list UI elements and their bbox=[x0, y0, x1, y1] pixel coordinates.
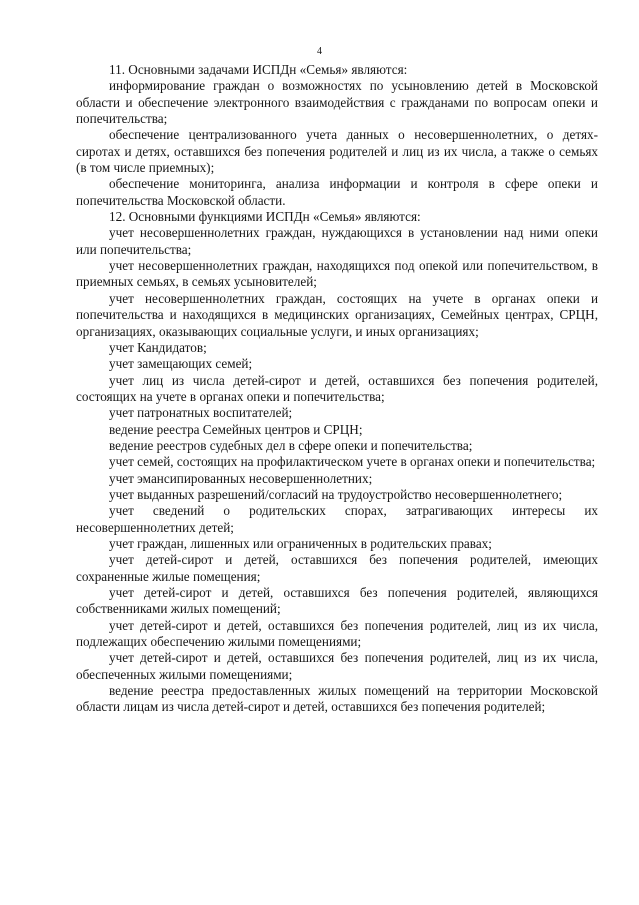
page-number: 4 bbox=[317, 46, 322, 57]
function-item: учет сведений о родительских спорах, затрагивающих интересы их несовершеннолетних детей; bbox=[76, 503, 598, 535]
function-item: учет несовершеннолетних граждан, находящихся под опекой или попечительством, в приемных семьях, в семьях усыновителей; bbox=[76, 258, 598, 290]
function-item: учет граждан, лишенных или ограниченных в родительских правах; bbox=[109, 535, 492, 551]
function-item: учет замещающих семей; bbox=[109, 356, 253, 372]
function-item: ведение реестра Семейных центров и СРЦН; bbox=[109, 421, 363, 437]
function-item: учет детей-сирот и детей, оставшихся без попечения родителей, лиц из их числа, обеспеченных жилыми помещениями; bbox=[76, 650, 598, 682]
function-item: учет патронатных воспитателей; bbox=[109, 405, 293, 421]
section-12-heading: 12. Основными функциями ИСПДн «Семья» являются: bbox=[109, 209, 421, 225]
function-item: учет несовершеннолетних граждан, состоящих на учете в органах опеки и попечительства и находящихся в медицинских организациях, Семейных центрах, СРЦН, организациях, оказывающих социальные услуги, и иных организациях; bbox=[76, 290, 598, 339]
function-item: учет несовершеннолетних граждан, нуждающихся в установлении над ними опеки или попечительства; bbox=[76, 225, 598, 257]
function-item: учет эмансипированных несовершеннолетних; bbox=[109, 470, 373, 486]
function-item: учет лиц из числа детей-сирот и детей, оставшихся без попечения родителей, состоящих на учете в органах опеки и попечительства; bbox=[76, 372, 598, 404]
task-item: информирование граждан о возможностях по усыновлению детей в Московской области и обеспечение электронного взаимодействия с гражданами по вопросам опеки и попечительства; bbox=[76, 78, 598, 127]
function-item: учет выданных разрешений/согласий на трудоустройство несовершеннолетнего; bbox=[109, 486, 563, 502]
task-item: обеспечение мониторинга, анализа информации и контроля в сфере опеки и попечительства Московской области. bbox=[76, 176, 598, 208]
function-item: учет детей-сирот и детей, оставшихся без попечения родителей, имеющих сохраненные жилые помещения; bbox=[76, 552, 598, 584]
function-item: ведение реестров судебных дел в сфере опеки и попечительства; bbox=[109, 437, 473, 453]
function-item: учет семей, состоящих на профилактическом учете в органах опеки и попечительства; bbox=[109, 454, 596, 470]
function-item: учет детей-сирот и детей, оставшихся без попечения родителей, являющихся собственниками жилых помещений; bbox=[76, 585, 598, 617]
document-body bbox=[76, 62, 598, 716]
section-11-heading: 11. Основными задачами ИСПДн «Семья» являются: bbox=[109, 62, 408, 77]
function-item: учет Кандидатов; bbox=[109, 339, 207, 355]
task-item: обеспечение централизованного учета данных о несовершеннолетних, о детях-сиротах и детях, оставшихся без попечения родителей и лиц из их числа, а также о семьях (в том числе приемных); bbox=[76, 127, 598, 176]
function-item: ведение реестра предоставленных жилых помещений на территории Московской области лицам из числа детей-сирот и детей, оставшихся без попечения родителей; bbox=[76, 683, 598, 715]
function-item: учет детей-сирот и детей, оставшихся без попечения родителей, лиц из их числа, подлежащих обеспечению жилыми помещениями; bbox=[76, 617, 598, 650]
